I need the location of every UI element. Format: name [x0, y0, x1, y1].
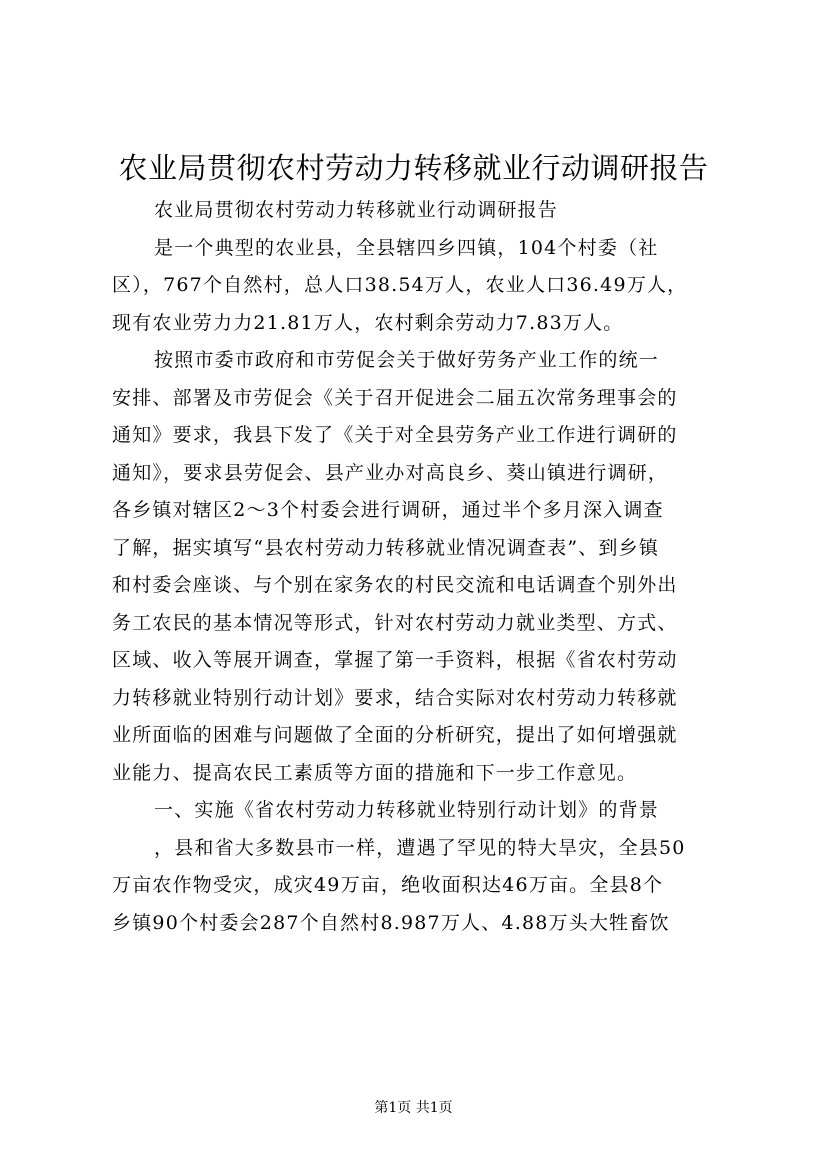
page-number-footer: 第1页 共1页: [374, 1100, 453, 1116]
body-line: 按照市委市政府和市劳促会关于做好劳务产业工作的统一: [154, 349, 660, 371]
body-line: 是一个典型的农业县，全县辖四乡四镇，104个村委（社: [154, 236, 659, 259]
body-line: 了解，据实填写“县农村劳动力转移就业情况调查表”、到乡镇: [112, 536, 660, 559]
body-line: 通知》要求，我县下发了《关于对全县劳务产业工作进行调研的: [112, 424, 678, 446]
section-heading: 一、实施《省农村劳动力转移就业特别行动计划》的背景: [154, 799, 660, 821]
document-body: [112, 192, 744, 942]
body-line: 乡镇90个村委会287个自然村8.987万人、4.88万头大牲畜饮: [112, 911, 670, 934]
document-title: 农业局贯彻农村劳动力转移就业行动调研报告: [118, 151, 709, 185]
body-line: 通知》，要求县劳促会、县产业办对高良乡、葵山镇进行调研，: [112, 461, 669, 484]
body-line-subtitle: 农业局贯彻农村劳动力转移就业行动调研报告: [154, 199, 559, 221]
body-line: 现有农业劳力力21.81万人，农村剩余劳动力7.83万人。: [112, 311, 624, 334]
body-line: 务工农民的基本情况等形式，针对农村劳动力就业类型、方式、: [112, 611, 678, 634]
body-line: ，县和省大多数县市一样，遭遇了罕见的特大旱灾，全县50: [154, 836, 686, 859]
body-line: 安排、部署及市劳促会《关于召开促进会二届五次常务理事会的: [112, 386, 678, 409]
body-line: 各乡镇对辖区2～3个村委会进行调研，通过半个多月深入调查: [112, 499, 664, 521]
body-line: 区域、收入等展开调查，掌握了第一手资料，根据《省农村劳动: [112, 649, 678, 671]
body-line: 力转移就业特别行动计划》要求，结合实际对农村劳动力转移就: [112, 686, 678, 709]
body-line: 区），767个自然村，总人口38.54万人，农业人口36.49万人，: [112, 274, 688, 296]
body-line: 和村委会座谈、与个别在家务农的村民交流和电话调查个别外出: [112, 574, 678, 596]
body-line: 万亩农作物受灾，成灾49万亩，绝收面积达46万亩。全县8个: [112, 874, 664, 896]
body-line: 业能力、提高农民工素质等方面的措施和下一步工作意见。: [112, 761, 638, 784]
body-line: 业所面临的困难与问题做了全面的分析研究，提出了如何增强就: [112, 724, 678, 746]
